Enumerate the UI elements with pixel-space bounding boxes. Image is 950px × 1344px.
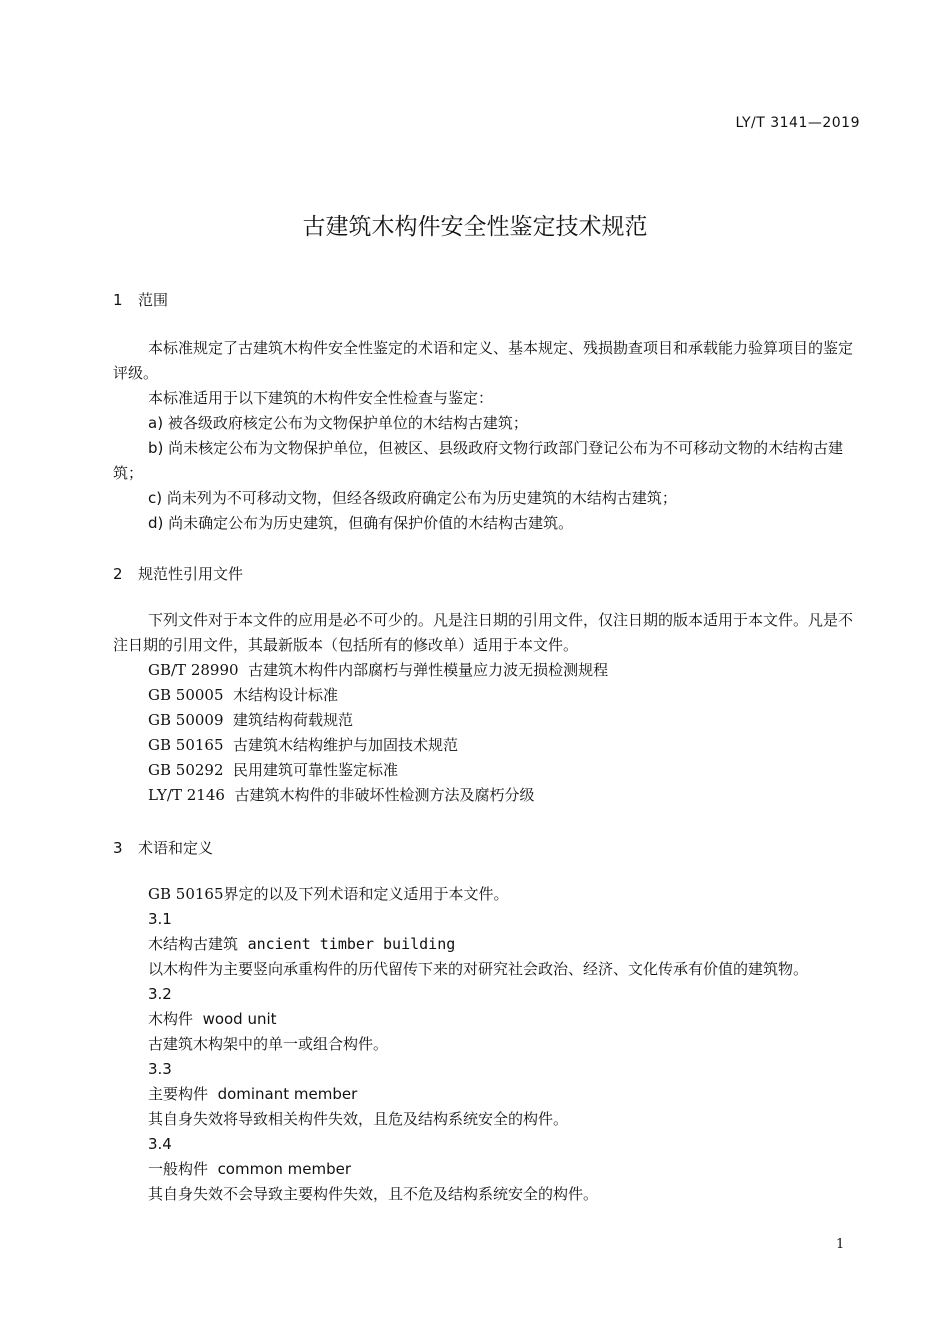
section-2-body — [113, 608, 859, 808]
reference-item — [113, 658, 859, 683]
reference-title: 古建筑木构件的非破坏性检测方法及腐朽分级 — [234, 786, 535, 804]
list-marker: a) — [148, 414, 164, 432]
paragraph: 下列文件对于本文件的应用是必不可少的。凡是注日期的引用文件，仅注日期的版本适用于本文件。凡是不注日期的引用文件，其最新版本（包括所有的修改单）适用于本文件。 — [113, 611, 854, 654]
list-item — [113, 411, 859, 436]
section-title: 范围 — [138, 291, 169, 309]
section-title: 规范性引用文件 — [138, 565, 244, 583]
term-name-en: ancient timber building — [247, 935, 456, 953]
paragraph: GB 50165界定的以及下列术语和定义适用于本文件。 — [148, 885, 509, 903]
term-number: 3.2 — [148, 985, 172, 1003]
section-title: 术语和定义 — [138, 839, 214, 857]
reference-title: 古建筑木结构维护与加固技术规范 — [233, 736, 459, 754]
list-text: 尚未确定公布为历史建筑，但确有保护价值的木结构古建筑。 — [168, 514, 574, 532]
reference-item — [113, 683, 859, 708]
section-3-heading — [113, 837, 213, 858]
list-item — [113, 511, 859, 536]
list-marker: c) — [148, 489, 163, 507]
paragraph: 本标准规定了古建筑木构件安全性鉴定的术语和定义、基本规定、残损勘查项目和承载能力验算项目的鉴定评级。 — [113, 339, 854, 382]
list-text: 尚未列为不可移动文物，但经各级政府确定公布为历史建筑的木结构古建筑； — [166, 489, 677, 507]
term-definition: 其自身失效不会导致主要构件失效，且不危及结构系统安全的构件。 — [148, 1185, 599, 1203]
list-item — [113, 436, 859, 486]
reference-title: 木结构设计标准 — [233, 686, 339, 704]
term-definition: 古建筑木构架中的单一或组合构件。 — [148, 1035, 389, 1053]
document-title: 古建筑木构件安全性鉴定技术规范 — [302, 214, 648, 240]
reference-code: GB 50005 — [148, 686, 224, 704]
term-number: 3.4 — [148, 1135, 172, 1153]
term-name — [113, 1007, 859, 1032]
reference-title: 民用建筑可靠性鉴定标准 — [233, 761, 399, 779]
list-marker: d) — [148, 514, 164, 532]
term-definition: 其自身失效将导致相关构件失效，且危及结构系统安全的构件。 — [148, 1110, 569, 1128]
list-text: 被各级政府核定公布为文物保护单位的木结构古建筑； — [167, 414, 528, 432]
term-name-cn: 木结构古建筑 — [148, 935, 239, 953]
section-1-heading — [113, 289, 168, 310]
reference-code: LY/T 2146 — [148, 786, 225, 804]
term-name-en: common member — [217, 1160, 352, 1178]
reference-item — [113, 758, 859, 783]
reference-code: GB 50009 — [148, 711, 224, 729]
paragraph: 本标准适用于以下建筑的木构件安全性检查与鉴定： — [148, 389, 494, 407]
section-1-body — [113, 336, 859, 536]
section-number: 3 — [113, 839, 123, 857]
term-name — [113, 1157, 859, 1182]
reference-code: GB 50165 — [148, 736, 224, 754]
term-number: 3.3 — [148, 1060, 172, 1078]
section-number: 1 — [113, 291, 123, 309]
list-text: 尚未核定公布为文物保护单位，但被区、县级政府文物行政部门登记公布为不可移动文物的木结构古建筑； — [113, 439, 844, 482]
section-2-heading — [113, 563, 243, 584]
page-number: 1 — [836, 1237, 845, 1252]
term-name-en: dominant member — [217, 1085, 358, 1103]
section-3-body — [113, 882, 859, 1207]
term-name-cn: 主要构件 — [148, 1085, 209, 1103]
term-name — [113, 1082, 859, 1107]
term-name-cn: 一般构件 — [148, 1160, 209, 1178]
reference-item — [113, 708, 859, 733]
reference-item — [113, 733, 859, 758]
list-item — [113, 486, 859, 511]
section-number: 2 — [113, 565, 123, 583]
list-marker: b) — [148, 439, 164, 457]
term-definition: 以木构件为主要竖向承重构件的历代留传下来的对研究社会政治、经济、文化传承有价值的建筑物。 — [148, 960, 809, 978]
reference-code: GB/T 28990 — [148, 661, 239, 679]
standard-code: LY/T 3141—2019 — [735, 115, 860, 131]
reference-item — [113, 783, 859, 808]
term-name — [113, 932, 859, 957]
term-name-cn: 木构件 — [148, 1010, 194, 1028]
term-number: 3.1 — [148, 910, 172, 928]
reference-title: 建筑结构荷载规范 — [233, 711, 354, 729]
reference-code: GB 50292 — [148, 761, 224, 779]
term-name-en: wood unit — [202, 1010, 277, 1028]
reference-title: 古建筑木构件内部腐朽与弹性模量应力波无损检测规程 — [248, 661, 609, 679]
